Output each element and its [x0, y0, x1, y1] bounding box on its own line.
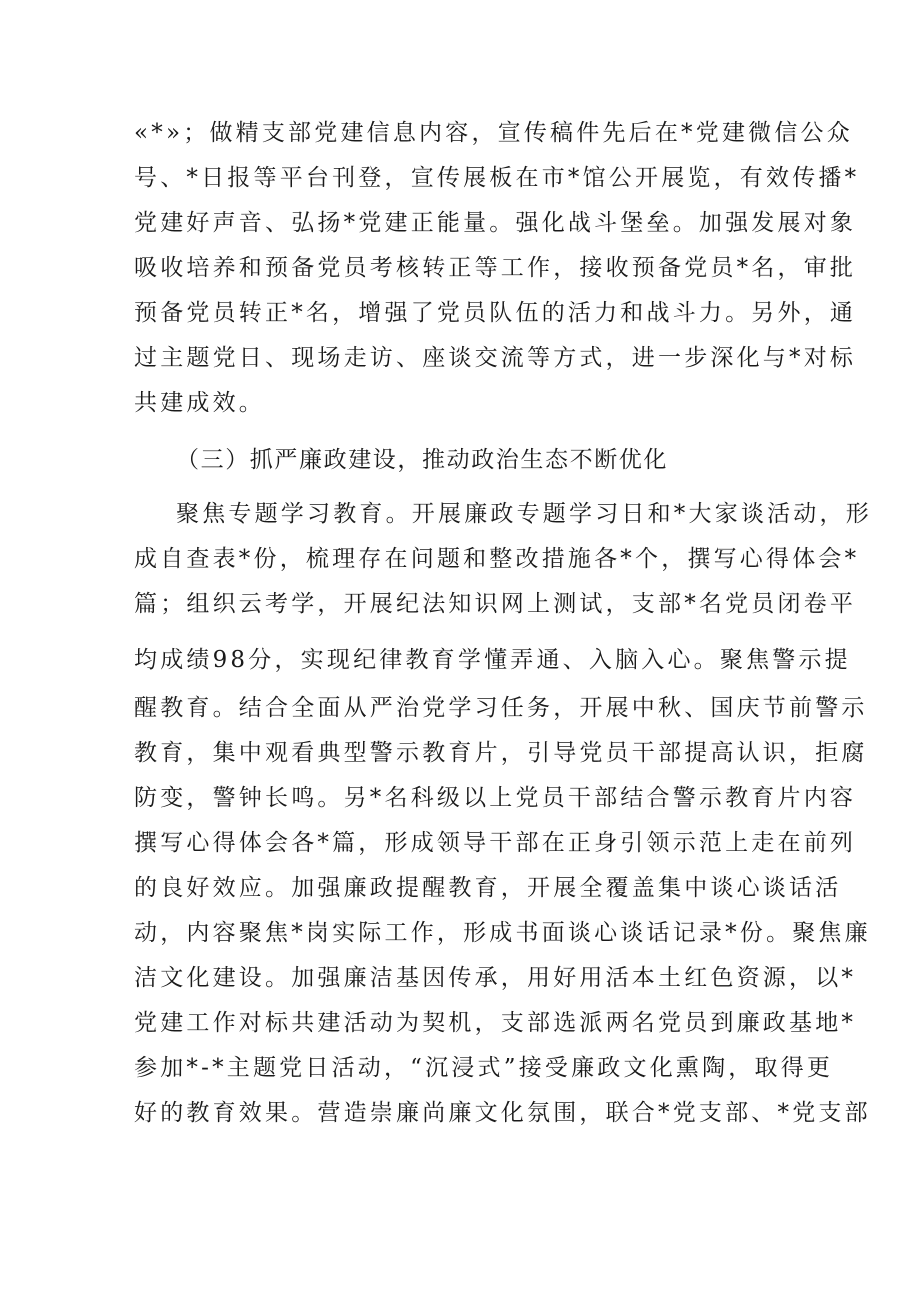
paragraph-line: 过主题党日、现场走访、座谈交流等方式，进一步深化与*对标: [134, 345, 857, 371]
paragraph-line: 动，内容聚焦*岗实际工作，形成书面谈心谈话记录*份。聚焦廉: [134, 920, 871, 946]
paragraph-line: 成自查表*份，梳理存在问题和整改措施各*个，撰写心得体会*: [134, 546, 860, 572]
paragraph-line: 党建好声音、弘扬*党建正能量。强化战斗堡垒。加强发展对象: [134, 210, 857, 236]
paragraph-line: 好的教育效果。营造崇廉尚廉文化氛围，联合*党支部、*党支部: [134, 1100, 871, 1126]
paragraph-line: «*»；做精支部党建信息内容，宣传稿件先后在*党建微信公众: [134, 120, 853, 146]
paragraph-line: 聚焦专题学习教育。开展廉政专题学习日和*大家谈活动，形: [176, 501, 872, 527]
paragraph-line: 的良好效应。加强廉政提醒教育，开展全覆盖集中谈心谈话活: [134, 875, 842, 901]
paragraph-line: 号、*日报等平台刊登，宣传展板在市*馆公开展览，有效传播*: [134, 165, 860, 191]
paragraph-line: 均成绩98分，实现纪律教育学懂弄通、入脑入心。聚焦警示提: [134, 647, 851, 673]
paragraph-line: 共建成效。: [134, 390, 265, 416]
paragraph-line: 预备党员转正*名，增强了党员队伍的活力和战斗力。另外，通: [134, 300, 857, 326]
paragraph-line: 吸收培养和预备党员考核转正等工作，接收预备党员*名，审批: [134, 255, 857, 281]
paragraph-line: 篇；组织云考学，开展纪法知识网上测试，支部*名党员闭卷平: [134, 591, 857, 617]
paragraph-line: 党建工作对标共建活动为契机，支部选派两名党员到廉政基地*: [134, 1010, 857, 1036]
section-heading: （三）抓严廉政建设，推动政治生态不断优化: [176, 447, 668, 473]
paragraph-line: 防变，警钟长鸣。另*名科级以上党员干部结合警示教育片内容: [134, 785, 857, 811]
paragraph-line: 参加*-*主题党日活动，“沉浸式”接受廉政文化熏陶，取得更: [134, 1055, 834, 1081]
paragraph-line: 教育，集中观看典型警示教育片，引导党员干部提高认识，拒腐: [134, 740, 868, 766]
paragraph-line: 洁文化建设。加强廉洁基因传承，用好用活本土红色资源，以*: [134, 965, 857, 991]
paragraph-line: 撰写心得体会各*篇，形成领导干部在正身引领示范上走在前列: [134, 830, 857, 856]
paragraph-line: 醒教育。结合全面从严治党学习任务，开展中秋、国庆节前警示: [134, 695, 868, 721]
